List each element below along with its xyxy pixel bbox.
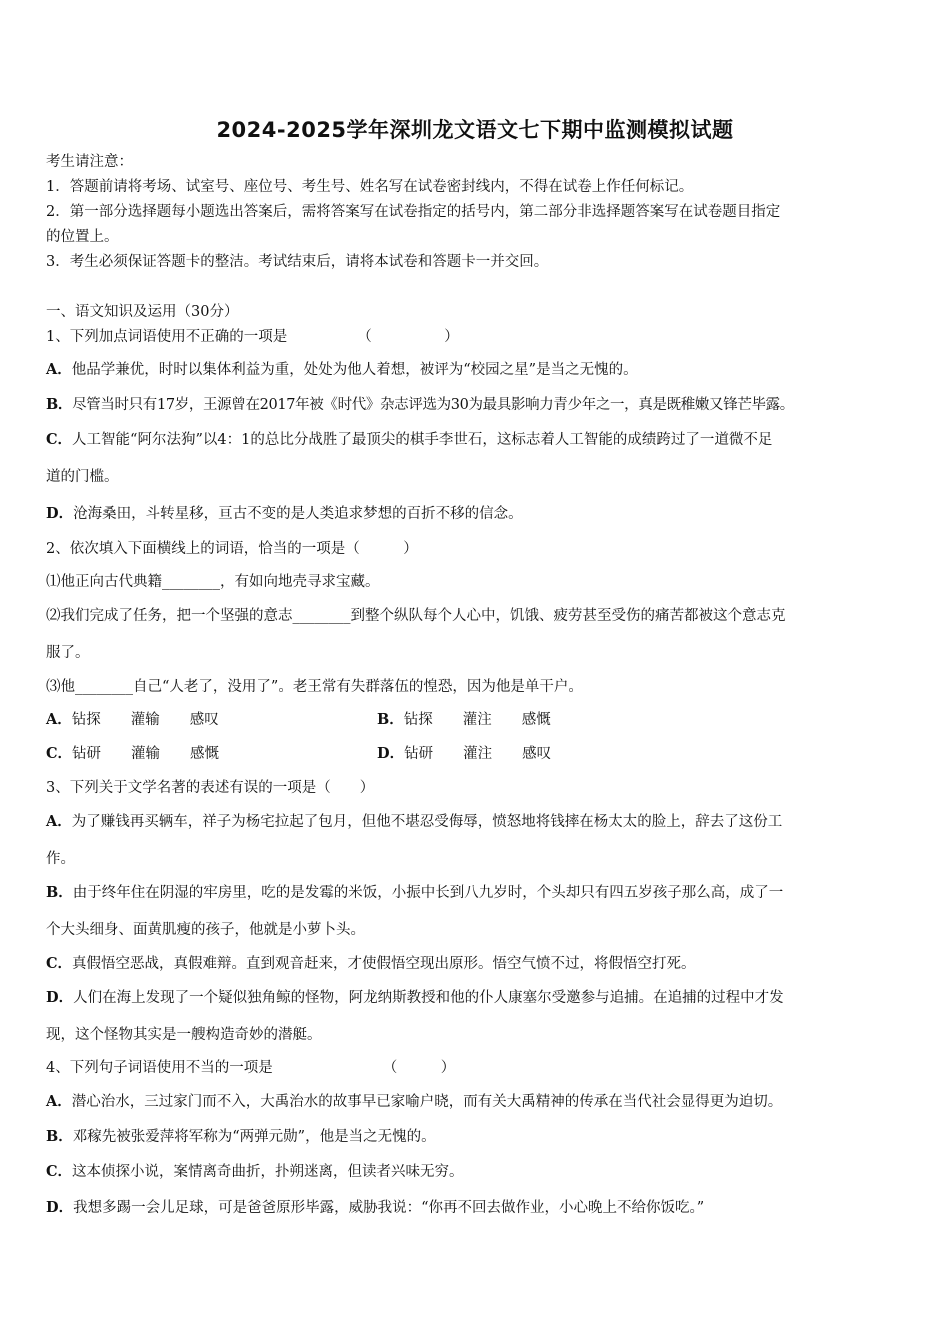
option-label: C． [46, 431, 73, 448]
question-4-stem [46, 1058, 455, 1078]
option-label: A． [46, 1093, 72, 1110]
q2-option-b [377, 710, 551, 730]
question-stem-text: 4、下列句子词语使用不当的一项是 [46, 1060, 273, 1076]
option-label: A． [46, 361, 72, 378]
q2-sentence-2: ⑵我们完成了任务，把一个坚强的意志________到整个纵队每个人心中，饥饿、疲劳甚至受伤的痛苦都被这个意志克 [46, 608, 786, 624]
q1-option-d [46, 504, 523, 524]
option-label: B． [46, 884, 73, 901]
q3-option-d [46, 988, 784, 1008]
q4-option-c [46, 1162, 464, 1182]
q3-option-a-continued: 作。 [46, 851, 75, 867]
q4-option-d [46, 1198, 704, 1218]
q2-sentence-3: ⑶他________自己“人老了，没用了”。老王常有失群落伍的惶恐，因为他是单干户。 [46, 679, 583, 695]
q1-option-c-continued: 道的门槛。 [46, 469, 119, 485]
q2-option-d [377, 744, 551, 764]
q2-option-c [46, 744, 219, 764]
q4-option-b [46, 1127, 436, 1147]
answer-parentheses: （ ） [382, 1060, 456, 1076]
section-heading: 一、语文知识及运用（30分） [46, 304, 239, 320]
option-word: 感慨 [190, 746, 220, 762]
q2-sentence-2-continued: 服了。 [46, 645, 90, 661]
q2-option-a [46, 710, 219, 730]
option-text: 为了赚钱再买辆车，祥子为杨宅拉起了包月，但他不堪忍受侮辱，愤怒地将钱摔在杨太太的脸上，辞去了这份工 [71, 814, 783, 830]
notice-item: 3．考生必须保证答题卡的整洁。考试结束后，请将本试卷和答题卡一并交回。 [46, 254, 549, 270]
q3-option-b [46, 883, 783, 903]
option-text: 他品学兼优，时时以集体利益为重，处处为他人着想，被评为“校园之星”是当之无愧的。 [71, 362, 638, 378]
option-text: 邓稼先被张爱萍将军称为“两弹元勋”，他是当之无愧的。 [72, 1129, 436, 1145]
q3-option-c [46, 954, 696, 974]
question-1-stem [46, 327, 459, 347]
answer-parentheses: （ ） [357, 329, 459, 345]
q1-option-b [46, 395, 794, 415]
option-label: D． [377, 745, 405, 762]
q1-option-a [46, 360, 638, 380]
option-text: 真假悟空恶战，真假难辩。直到观音赶来，才使假悟空现出原形。悟空气愤不过，将假悟空打死。 [72, 956, 696, 972]
option-text: 我想多踢一会儿足球，可是爸爸原形毕露，威胁我说：“你再不回去做作业，小心晚上不给你饭吃。” [73, 1200, 705, 1216]
option-label: B． [377, 711, 404, 728]
option-label: B． [46, 396, 73, 413]
option-word: 钻探 [71, 712, 101, 728]
option-word: 感叹 [189, 712, 219, 728]
notice-item: 的位置上。 [46, 229, 119, 245]
q3-option-a [46, 812, 782, 832]
option-text: 由于终年住在阴湿的牢房里，吃的是发霉的米饭，小振中长到八九岁时，个头却只有四五岁孩子那么高，成了一 [72, 885, 784, 901]
option-word: 灌输 [130, 712, 160, 728]
option-label: C． [46, 955, 73, 972]
q3-option-b-continued: 个大头细身、面黄肌瘦的孩子，他就是小萝卜头。 [46, 922, 365, 938]
option-label: D． [46, 989, 74, 1006]
option-label: D． [46, 505, 74, 522]
option-word: 钻探 [403, 712, 433, 728]
option-text: 人工智能“阿尔法狗”以4：1的总比分战胜了最顶尖的棋手李世石，这标志着人工智能的成绩跨过了一道微不足 [72, 432, 773, 448]
option-word: 灌输 [131, 746, 161, 762]
option-label: C． [46, 745, 73, 762]
page-title: 2024-2025学年深圳龙文语文七下期中监测模拟试题 [216, 118, 734, 142]
notice-item: 2．第一部分选择题每小题选出答案后，需将答案写在试卷指定的括号内，第二部分非选择题答案写在试卷题目指定 [46, 204, 781, 220]
q1-option-c [46, 430, 772, 450]
option-text: 潜心治水，三过家门而不入，大禹治水的故事早已家喻户晓，而有关大禹精神的传承在当代社会显得更为迫切。 [71, 1094, 783, 1110]
option-label: D． [46, 1199, 74, 1216]
option-word: 感叹 [522, 746, 552, 762]
option-word: 灌注 [463, 746, 493, 762]
question-3-stem: 3、下列关于文学名著的表述有误的一项是（ ） [46, 780, 375, 796]
option-text: 沧海桑田，斗转星移，亘古不变的是人类追求梦想的百折不移的信念。 [73, 506, 523, 522]
option-label: B． [46, 1128, 73, 1145]
option-word: 感慨 [521, 712, 551, 728]
q4-option-a [46, 1092, 782, 1112]
option-word: 钻研 [404, 746, 434, 762]
option-text: 这本侦探小说，案情离奇曲折，扑朔迷离，但读者兴味无穷。 [72, 1164, 464, 1180]
q2-sentence-1: ⑴他正向古代典籍________，有如向地壳寻求宝藏。 [46, 574, 380, 590]
option-label: A． [46, 813, 72, 830]
option-text: 尽管当时只有17岁，王源曾在2017年被《时代》杂志评选为30为最具影响力青少年之一，真是既稚嫩又锋芒毕露。 [72, 397, 794, 413]
option-label: C． [46, 1163, 73, 1180]
question-2-stem: 2、依次填入下面横线上的词语，恰当的一项是（ ） [46, 541, 418, 557]
option-label: A． [46, 711, 72, 728]
question-stem-text: 1、下列加点词语使用不正确的一项是 [46, 329, 288, 345]
option-word: 灌注 [462, 712, 492, 728]
option-word: 钻研 [72, 746, 102, 762]
notice-heading: 考生请注意： [46, 154, 133, 170]
option-text: 人们在海上发现了一个疑似独角鲸的怪物，阿龙纳斯教授和他的仆人康塞尔受邀参与追捕。在追捕的过程中才发 [73, 990, 784, 1006]
q3-option-d-continued: 现，这个怪物其实是一艘构造奇妙的潜艇。 [46, 1027, 322, 1043]
notice-item: 1．答题前请将考场、试室号、座位号、考生号、姓名写在试卷密封线内，不得在试卷上作任何标记。 [46, 179, 694, 195]
